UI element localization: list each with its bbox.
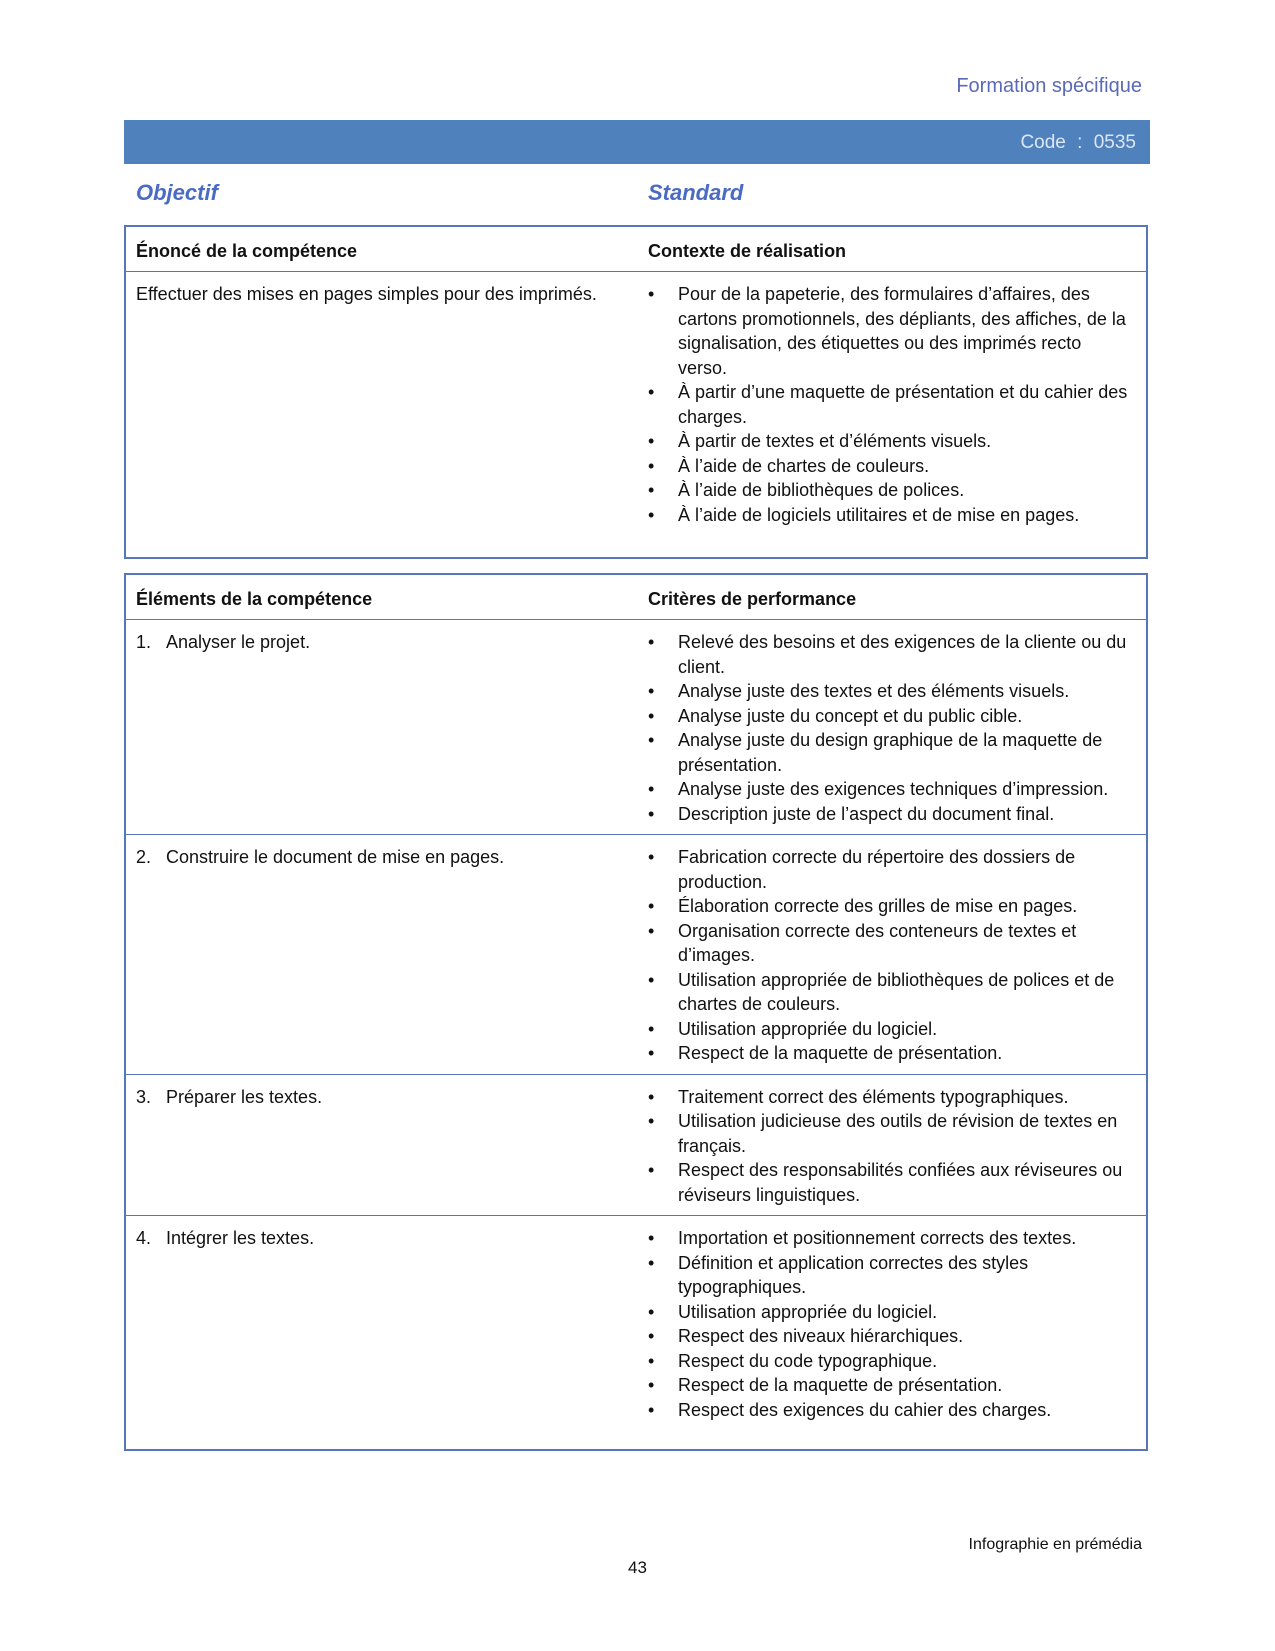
criterion-item: • Description juste de l’aspect du document final. bbox=[648, 802, 1134, 827]
competency-statement: Effectuer des mises en pages simples pour des imprimés. bbox=[136, 284, 597, 304]
competency-element bbox=[136, 845, 606, 870]
criterion-item: • Analyse juste des textes et des éléments visuels. bbox=[648, 679, 1134, 704]
criterion-item: • Utilisation appropriée du logiciel. bbox=[648, 1017, 1134, 1042]
element-row bbox=[126, 620, 1146, 834]
competency-element bbox=[136, 630, 606, 655]
performance-table-header bbox=[126, 575, 1146, 620]
footer-program-name: Infographie en prémédia bbox=[968, 1536, 1142, 1553]
element-row bbox=[126, 1074, 1146, 1216]
criteria-list bbox=[648, 1226, 1134, 1422]
element-number: 1. bbox=[136, 632, 152, 652]
page-number: 43 bbox=[628, 1558, 647, 1577]
context-item: • À l’aide de logiciels utilitaires et de mise en pages. bbox=[648, 503, 1134, 528]
criterion-item: • Utilisation appropriée du logiciel. bbox=[648, 1300, 1134, 1325]
element-text: Intégrer les textes. bbox=[166, 1228, 315, 1248]
criterion-item: • Élaboration correcte des grilles de mise en pages. bbox=[648, 894, 1134, 919]
context-table-header bbox=[126, 227, 1146, 272]
criterion-item: • Organisation correcte des conteneurs de textes et d’images. bbox=[648, 919, 1134, 968]
element-text: Construire le document de mise en pages. bbox=[166, 847, 505, 867]
criteria-list bbox=[648, 630, 1134, 826]
context-item: • À l’aide de bibliothèques de polices. bbox=[648, 478, 1134, 503]
competency-element bbox=[136, 1085, 606, 1110]
element-number: 4. bbox=[136, 1228, 152, 1248]
criterion-item: • Respect de la maquette de présentation. bbox=[648, 1041, 1134, 1066]
statement-column-header: Énoncé de la compétence bbox=[136, 241, 358, 261]
criterion-item: • Respect de la maquette de présentation. bbox=[648, 1373, 1134, 1398]
context-list bbox=[648, 282, 1134, 527]
element-text: Préparer les textes. bbox=[166, 1086, 323, 1107]
elements-column-header: Éléments de la compétence bbox=[136, 589, 373, 609]
context-column-header: Contexte de réalisation bbox=[648, 241, 847, 261]
criterion-item: • Respect des responsabilités confiées aux réviseures ou réviseurs linguistiques. bbox=[648, 1158, 1134, 1207]
criterion-item: • Utilisation judicieuse des outils de révision de textes en français. bbox=[648, 1109, 1134, 1158]
standard-heading: Standard bbox=[648, 180, 744, 205]
element-number: 3. bbox=[136, 1086, 152, 1107]
code-value: 0535 bbox=[1093, 132, 1136, 153]
code-label: Code : bbox=[1020, 132, 1083, 153]
context-table bbox=[124, 225, 1148, 559]
criterion-item: • Analyse juste du concept et du public cible. bbox=[648, 704, 1134, 729]
element-number: 2. bbox=[136, 847, 152, 867]
criterion-item: • Définition et application correctes des styles typographiques. bbox=[648, 1251, 1134, 1300]
criteria-column-header: Critères de performance bbox=[648, 589, 857, 609]
context-row bbox=[126, 272, 1146, 535]
criterion-item: • Utilisation appropriée de bibliothèques de polices et de chartes de couleurs. bbox=[648, 968, 1134, 1017]
element-row bbox=[126, 834, 1146, 1074]
code-bar bbox=[124, 120, 1150, 164]
context-item: • Pour de la papeterie, des formulaires d’affaires, des cartons promotionnels, des dépliants, des affiches, de la signalisation, des étiquettes ou des imprimés recto verso. bbox=[648, 282, 1134, 380]
context-item: • À l’aide de chartes de couleurs. bbox=[648, 454, 1134, 479]
performance-table bbox=[124, 573, 1148, 1451]
criterion-item: • Respect des niveaux hiérarchiques. bbox=[648, 1324, 1134, 1349]
criteria-list bbox=[648, 1085, 1134, 1208]
element-row bbox=[126, 1215, 1146, 1430]
competency-code bbox=[1020, 132, 1136, 154]
context-item: • À partir de textes et d’éléments visuels. bbox=[648, 429, 1134, 454]
competency-element bbox=[136, 1226, 606, 1251]
criterion-item: • Analyse juste du design graphique de la maquette de présentation. bbox=[648, 728, 1134, 777]
criterion-item: • Fabrication correcte du répertoire des dossiers de production. bbox=[648, 845, 1134, 894]
element-text: Analyser le projet. bbox=[166, 632, 311, 652]
criteria-list bbox=[648, 845, 1134, 1066]
criterion-item: • Analyse juste des exigences techniques d’impression. bbox=[648, 777, 1134, 802]
context-item: • À partir d’une maquette de présentation et du cahier des charges. bbox=[648, 380, 1134, 429]
criterion-item: • Importation et positionnement corrects des textes. bbox=[648, 1226, 1134, 1251]
objectif-heading: Objectif bbox=[136, 180, 218, 205]
criterion-item: • Traitement correct des éléments typographiques. bbox=[648, 1085, 1134, 1110]
criterion-item: • Respect du code typographique. bbox=[648, 1349, 1134, 1374]
criterion-item: • Relevé des besoins et des exigences de la cliente ou du client. bbox=[648, 630, 1134, 679]
program-type-label: Formation spécifique bbox=[956, 75, 1142, 97]
performance-rows bbox=[126, 620, 1146, 1430]
section-titles bbox=[136, 180, 1136, 210]
criterion-item: • Respect des exigences du cahier des charges. bbox=[648, 1398, 1134, 1423]
